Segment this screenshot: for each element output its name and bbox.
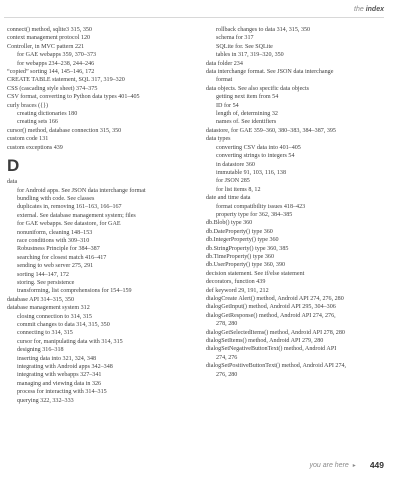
index-entry-continuation: 274, 276 [216, 354, 238, 361]
index-entry-continuation: format [216, 77, 233, 84]
index-subentry: designing 316–318 [17, 347, 64, 354]
index-entry: connect() method, sqlite3 315, 350 [7, 27, 92, 33]
index-subentry: connecting to 314, 315 [17, 330, 73, 337]
index-entry: dialogGetSelectedItems() method, Android API 278, 280 [206, 329, 345, 336]
index-entry: def keyword 29, 191, 212 [206, 287, 269, 294]
index-column-right [206, 26, 388, 379]
index-subentry: querying 322, 332–333 [17, 397, 74, 404]
index-entry: custom code 131 [7, 136, 49, 143]
index-entry: CSS (cascading style sheet) 374–375 [7, 85, 98, 92]
index-entry: db.TimeProperty() type 360 [206, 253, 274, 260]
index-subentry: SQLite for. See SQLite [216, 43, 273, 50]
index-subentry: external. See database management system; files [17, 212, 136, 219]
index-subentry: creating dictionaries 180 [17, 111, 78, 118]
index-entry: dialogGetResponse() method, Android API 274, 276, [206, 312, 336, 319]
index-entry: data [7, 179, 18, 186]
index-subentry: for list items 8, 12 [216, 186, 261, 193]
index-entry: database management system 312 [7, 305, 90, 312]
index-subentry: searching for closest match 416–417 [17, 254, 107, 261]
arrow-right-icon: ▸ [352, 462, 356, 469]
index-entry: dialogSetItems() method, Android API 279, 280 [206, 338, 324, 345]
index-entry-continuation: 276, 280 [216, 371, 238, 378]
index-subentry: for Android apps. See JSON data interchange format [17, 187, 146, 194]
index-column-left [7, 26, 197, 405]
index-subentry: schema for 317 [216, 35, 254, 42]
index-entry: data interchange format. See JSON data interchange [206, 69, 334, 76]
index-subentry: transforming, list comprehensions for 154–159 [17, 288, 132, 295]
page-footer [309, 460, 384, 470]
index-subentry: sending to web server 275, 291 [17, 263, 94, 270]
index-entry: db.UserProperty() type 360, 390 [206, 262, 286, 269]
index-entry: decision statement. See if/else statement [206, 270, 305, 277]
header-prefix: the [354, 6, 364, 13]
index-subentry: length of, determining 32 [216, 111, 278, 118]
index-entry: Controller, in MVC pattern 221 [7, 43, 85, 50]
index-subentry: immutable 91, 103, 116, 138 [216, 169, 287, 176]
index-subentry: names of. See identifiers [216, 119, 277, 126]
index-entry: decorators, function 439 [206, 279, 266, 286]
index-subentry: race conditions with 309–310 [17, 237, 90, 244]
index-subentry: for GAE webapps 359, 370–373 [17, 52, 97, 59]
index-entry: curly braces ({}) [7, 102, 49, 109]
index-subentry: in datastore 360 [216, 161, 255, 168]
index-entry: db.StringProperty() type 360, 385 [206, 245, 289, 252]
index-entry: context management protocol 120 [7, 35, 91, 42]
index-entry: datastore, for GAE 359–360, 380–383, 384–387, 395 [206, 127, 336, 134]
index-subentry: process for interacting with 314–315 [17, 389, 107, 396]
index-subentry: rollback changes to data 314, 315, 350 [216, 27, 311, 33]
index-subentry: converting CSV data into 401–405 [216, 144, 301, 151]
index-entry: dialogSetPositiveButtonText() method, Android API 274, [206, 363, 347, 370]
index-entry: dialogCreate Alert() method, Android API 274, 276, 280 [206, 296, 344, 302]
index-entry: CREATE TABLE statement, SQL 317, 319–320 [7, 77, 125, 84]
index-subentry: getting next item from 54 [216, 94, 279, 101]
index-subentry: for webapps 234–238, 244–246 [17, 60, 95, 67]
index-subentry: tables in 317, 319–320, 350 [216, 52, 284, 59]
index-subentry: duplicates in, removing 161–163, 166–167 [17, 204, 122, 211]
index-subentry: converting strings to integers 54 [216, 153, 295, 160]
index-entry: CSV format, converting to Python data types 401–405 [7, 94, 140, 101]
section-letter: D [7, 156, 20, 176]
index-subentry: Robustness Principle for 384–387 [17, 246, 100, 253]
index-entry: date and time data [206, 195, 251, 202]
index-entry: db.DateProperty() type 360 [206, 228, 273, 235]
index-subentry: nonuniform, cleaning 148–153 [17, 229, 93, 236]
index-subentry: commit changes to data 314, 315, 350 [17, 322, 110, 328]
header-title: index [365, 6, 384, 13]
index-subentry: format compatibility issues 418–423 [216, 203, 306, 210]
header-rule [4, 17, 384, 18]
index-subentry: integrating with Android apps 342–348 [17, 364, 113, 371]
index-entry: data objects. See also specific data objects [206, 85, 310, 92]
running-header [354, 6, 384, 13]
index-subentry: creating sets 166 [17, 119, 58, 126]
index-subentry: storing. See persistence [17, 279, 75, 286]
index-entry: db.Blob() type 360 [206, 220, 253, 227]
index-subentry: inserting data into 321, 324, 348 [17, 355, 97, 362]
you-are-here-label: you are here [309, 461, 349, 469]
index-subentry: for JSON 285 [216, 178, 250, 185]
page-number: 449 [369, 460, 384, 470]
index-subentry: ID for 54 [216, 102, 239, 109]
index-subentry: bundling with code. See classes [17, 195, 95, 202]
index-entry: dialogGetInput() method, Android API 295, 304–306 [206, 304, 336, 311]
index-entry: dialogSetNegativeButtonText() method, Android API [206, 346, 337, 353]
index-entry: db.IntegerProperty() type 360 [206, 237, 279, 244]
index-subentry: managing and viewing data in 326 [17, 380, 102, 387]
index-subentry: sorting 144–147, 172 [17, 271, 69, 278]
index-entry: custom exceptions 439 [7, 144, 63, 151]
index-subentry: cursor for, manipulating data with 314, 315 [17, 338, 123, 345]
index-entry: database API 314–315, 350 [7, 296, 75, 303]
index-entry: data folder 234 [206, 60, 243, 67]
index-subentry: for GAE webapps. See datastore, for GAE [17, 221, 121, 228]
index-entry-continuation: 278, 280 [216, 321, 238, 328]
index-subentry: closing connection to 314, 315 [17, 313, 92, 320]
index-subentry: integrating with webapps 327–341 [17, 372, 102, 379]
index-entry: data types [206, 136, 231, 143]
index-subentry: property type for 362, 384–385 [216, 211, 293, 218]
index-entry: “copied” sorting 144, 145–146, 172 [7, 69, 95, 76]
index-entry: cursor() method, database connection 315, 350 [7, 127, 122, 134]
